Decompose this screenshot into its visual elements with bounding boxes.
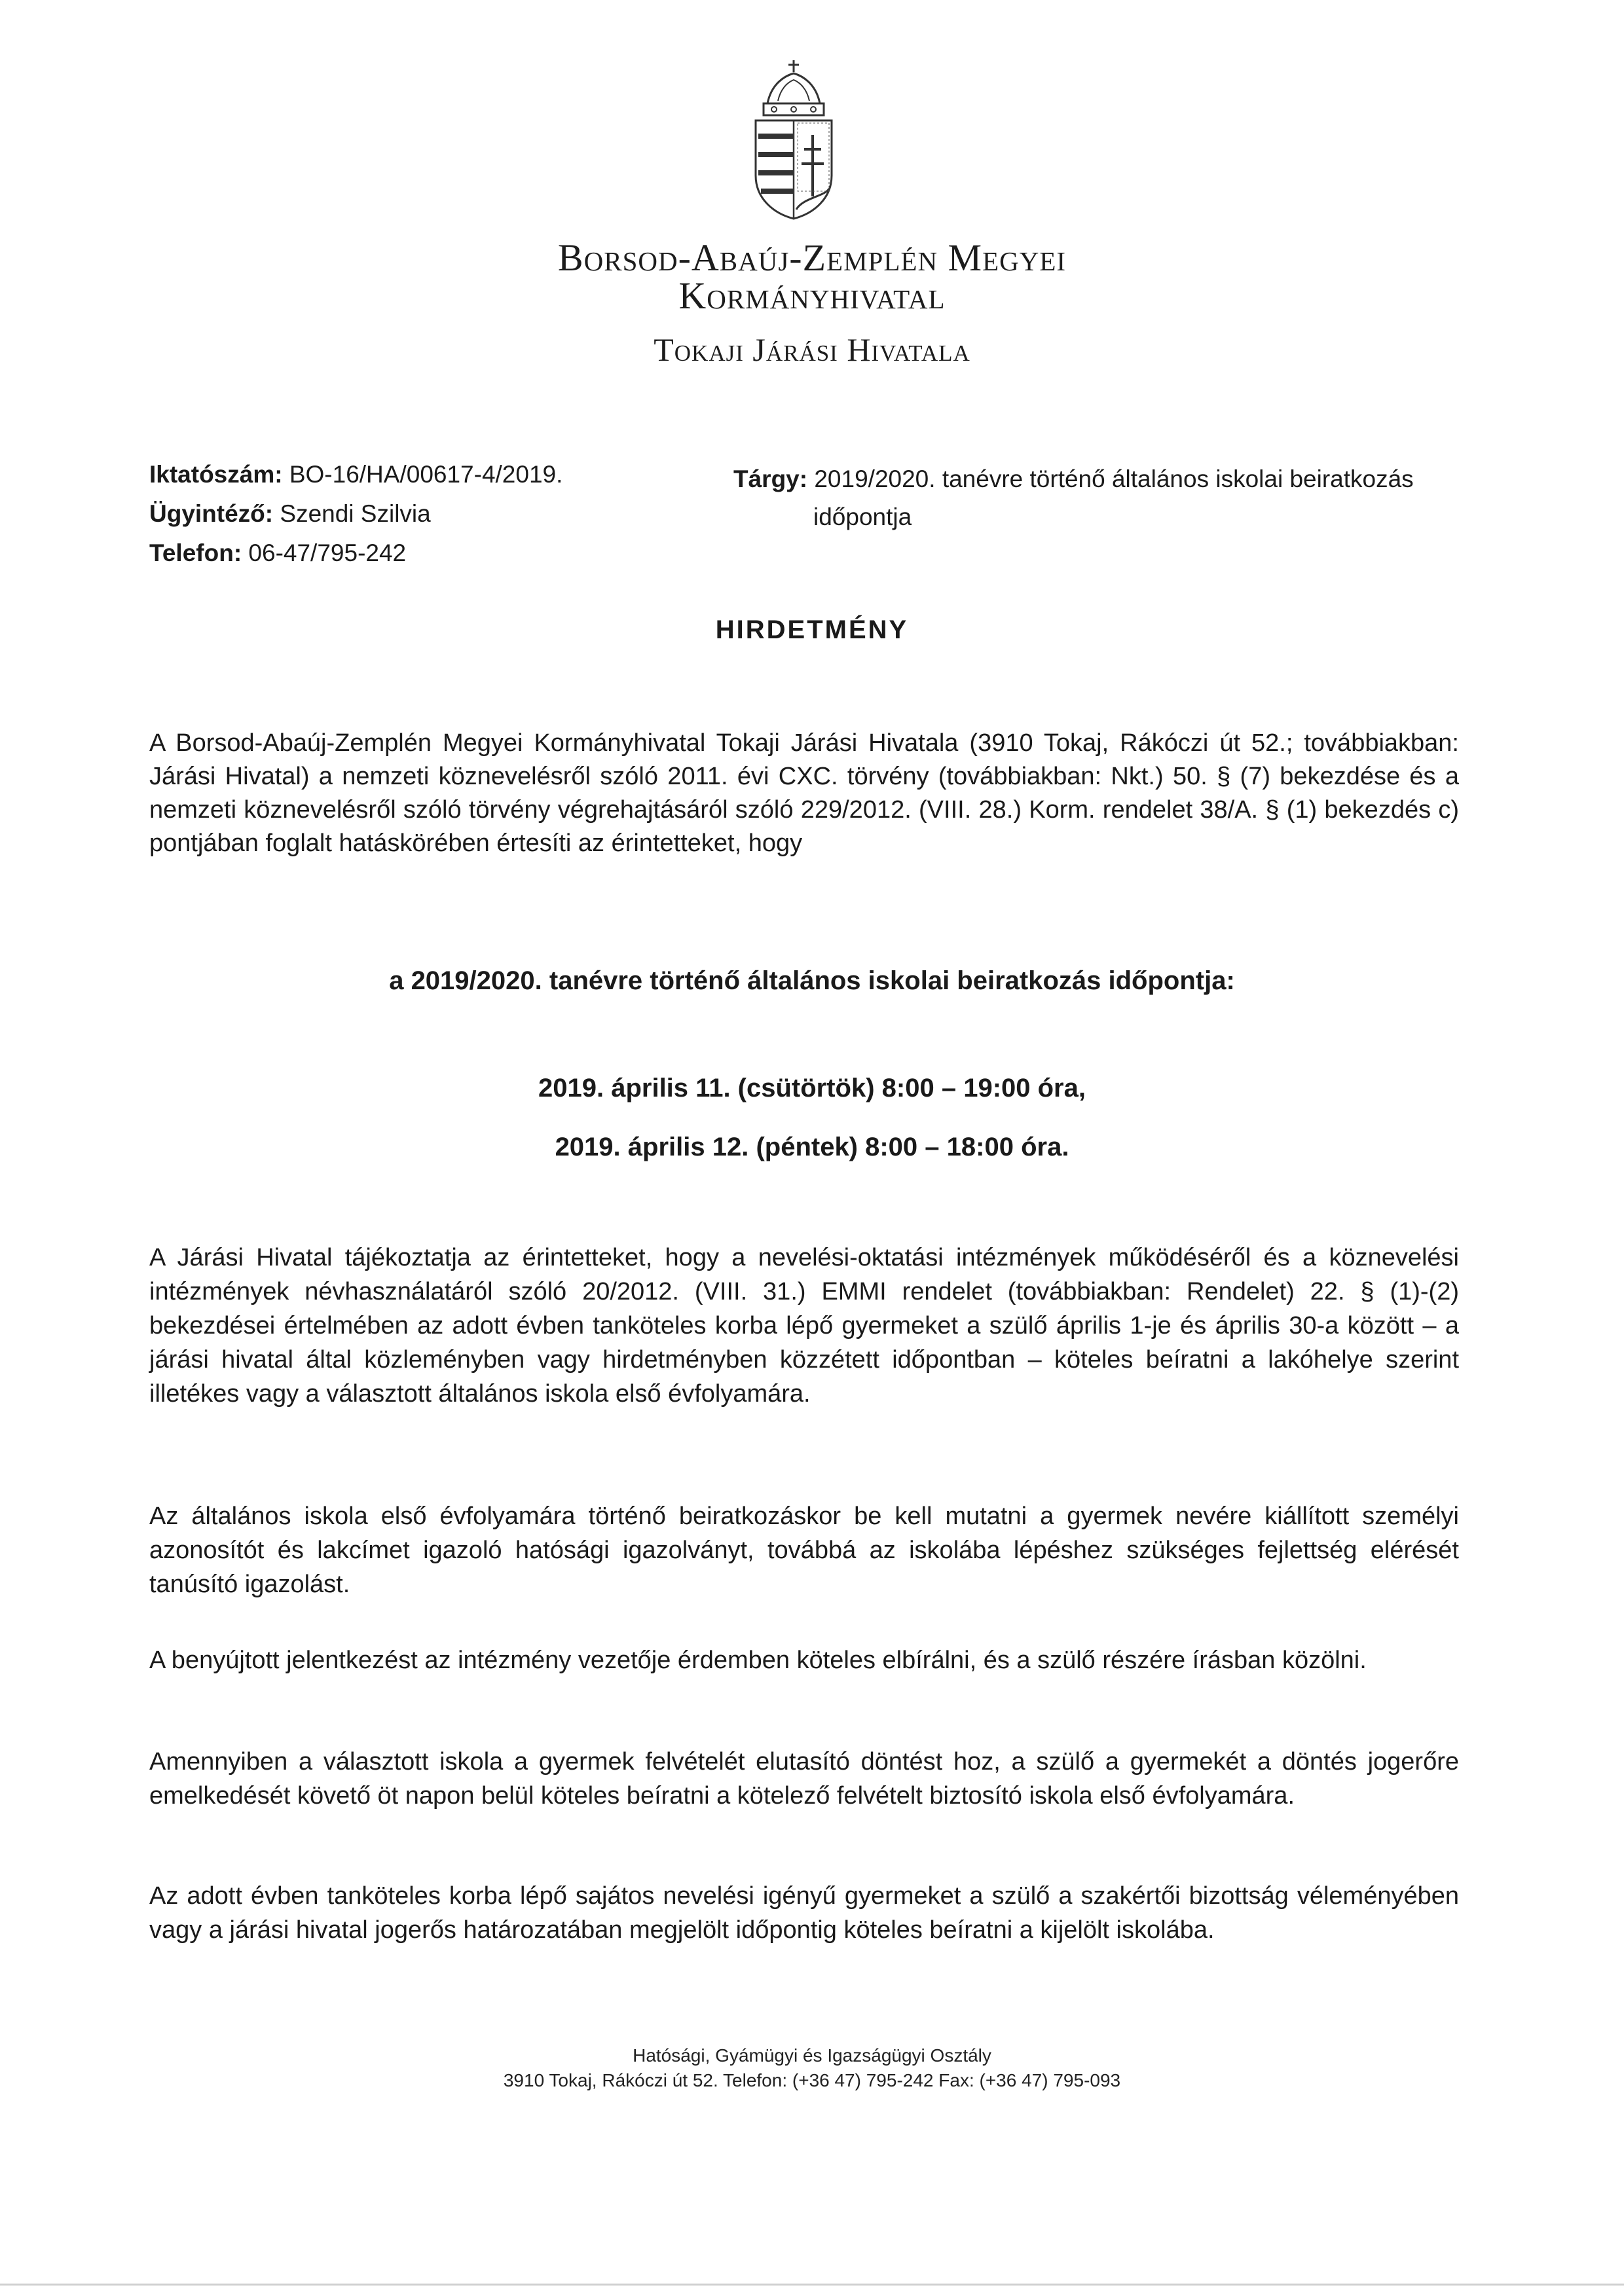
org-name-line1: Borsod-Abaúj-Zemplén Megyei [557, 236, 1067, 279]
subject-value-line2: időpontja [813, 503, 912, 530]
scan-edge-divider [0, 2284, 1624, 2286]
clerk [149, 494, 563, 534]
org-name-line2: Kormányhivatal [678, 274, 946, 317]
clerk-value: Szendi Szilvia [273, 500, 431, 527]
info-paragraph-2: Az általános iskola első évfolyamára történő beiratkozáskor be kell mutatni a gyermek nevére kiállított személyi azonosítót és lakcímet igazoló hatósági igazolványt, továbbá az iskolába lépéshez szükséges fejlettség elérését tanúsító igazolást. [149, 1503, 1459, 1598]
enrollment-date-2: 2019. április 12. (péntek) 8:00 – 18:00 óra. [555, 1133, 1069, 1161]
info-paragraph-3: A benyújtott jelentkezést az intézmény vezetője érdemben köteles elbírálni, és a szülő részére írásban közölni. [149, 1647, 1367, 1674]
subject-label: Tárgy: [733, 465, 808, 492]
coat-of-arms-icon [745, 58, 842, 221]
phone-label: Telefon: [149, 539, 242, 566]
subject-value-line1: 2019/2020. tanévre történő általános iskolai beiratkozás [807, 465, 1414, 492]
enrollment-date-1: 2019. április 11. (csütörtök) 8:00 – 19:00 óra, [538, 1074, 1086, 1102]
document-title: HIRDETMÉNY [715, 615, 909, 644]
case-number-value: BO-16/HA/00617-4/2019. [282, 461, 563, 488]
footer-address: 3910 Tokaj, Rákóczi út 52. Telefon: (+36 47) 795-242 Fax: (+36 47) 795-093 [503, 2070, 1121, 2090]
footer-department: Hatósági, Gyámügyi és Igazságügyi Osztály [633, 2045, 991, 2066]
case-number-label: Iktatószám: [149, 461, 283, 488]
phone [149, 534, 563, 573]
org-office-name: Tokaji Járási Hivatala [654, 331, 970, 368]
phone-value: 06-47/795-242 [242, 539, 407, 566]
enrollment-heading: a 2019/2020. tanévre történő általános iskolai beiratkozás időpontja: [389, 966, 1235, 995]
info-paragraph-5: Az adott évben tanköteles korba lépő sajátos nevelési igényű gyermeket a szülő a szakértői bizottság véleményében vagy a járási hivatal jogerős határozatában megjelölt időpontig köteles beíratni a kijelölt iskolába. [149, 1882, 1459, 1944]
clerk-label: Ügyintéző: [149, 500, 274, 527]
subject-block [733, 460, 1480, 536]
intro-paragraph: A Borsod-Abaúj-Zemplén Megyei Kormányhivatal Tokaji Járási Hivatala (3910 Tokaj, Rákóczi út 52.; továbbiakban: Járási Hivatal) a nemzeti köznevelésről szóló 2011. évi CXC. törvény (továbbiakban: Nkt.) 50. § (7) bekezdése és a nemzeti köznevelésről szóló törvény végrehajtásáról szóló 229/2012. (VIII. 28.) Korm. rendelet 38/A. § (1) bekezdés c) pontjában foglalt hatáskörében értesíti az érintetteket, hogy [149, 729, 1459, 857]
info-paragraph-1: A Járási Hivatal tájékoztatja az érintetteket, hogy a nevelési-oktatási intézmények működéséről és a köznevelési intézmények névhasználatáról szóló 20/2012. (VIII. 31.) EMMI rendelet (továbbiakban: Rendelet) 22. § (1)-(2) bekezdései értelmében az adott évben tanköteles korba lépő gyermeket a szülő április 1-je és április 30-a között – a járási hivatal által közleményben vagy hirdetményben közzétett időpontban – köteles beíratni a lakóhelye szerint illetékes vagy a választott általános iskola első évfolyamára. [149, 1244, 1459, 1408]
info-paragraph-4: Amennyiben a választott iskola a gyermek felvételét elutasító döntést hoz, a szülő a gyermekét a döntés jogerőre emelkedését követő öt napon belül köteles beíratni a kötelező felvételt biztosító iskola első évfolyamára. [149, 1748, 1459, 1810]
case-number [149, 455, 563, 494]
document-meta [149, 455, 563, 573]
